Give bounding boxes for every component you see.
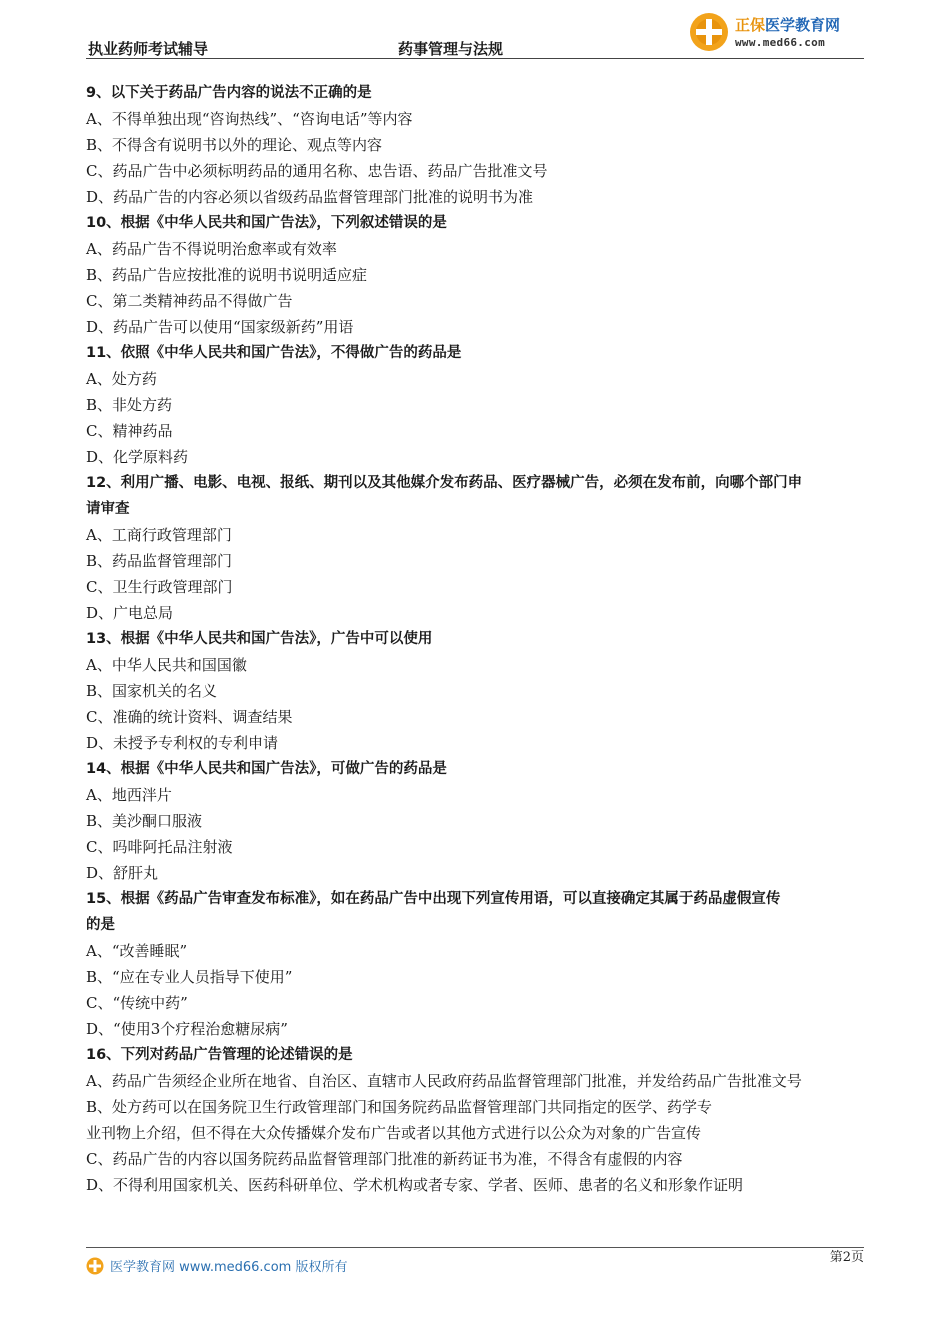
question-text: 16、下列对药品广告管理的论述错误的是 [86, 1047, 353, 1063]
answer-option: B、处方药可以在国务院卫生行政管理部门和国务院药品监督管理部门共同指定的医学、药学专 [86, 1098, 713, 1116]
answer-option: B、药品监督管理部门 [86, 552, 233, 570]
question-text: 请审查 [86, 501, 130, 517]
footer-divider [86, 1247, 864, 1248]
footer-logo-icon [86, 1257, 104, 1275]
question-text: 13、根据《中华人民共和国广告法》，广告中可以使用 [86, 631, 433, 647]
answer-option: C、准确的统计资料、调查结果 [86, 708, 293, 726]
answer-option: D、化学原料药 [86, 448, 189, 466]
answer-option: C、吗啡阿托品注射液 [86, 838, 233, 856]
answer-option: B、美沙酮口服液 [86, 812, 203, 830]
question-text: 15、根据《药品广告审查发布标准》，如在药品广告中出现下列宣传用语，可以直接确定其属于药品虚假宣传 [86, 891, 781, 907]
answer-option: D、“使用3个疗程治愈糖尿病” [86, 1020, 288, 1038]
question-list [86, 80, 886, 1198]
answer-option: D、广电总局 [86, 604, 174, 622]
answer-option: A、地西泮片 [86, 786, 172, 804]
header-course-title: 执业药师考试辅导 [88, 40, 209, 58]
answer-option: C、“传统中药” [86, 994, 188, 1012]
question-text: 12、利用广播、电影、电视、报纸、期刊以及其他媒介发布药品、医疗器械广告，必须在发布前，向哪个部门申 [86, 475, 803, 491]
answer-option: A、“改善睡眠” [86, 942, 188, 960]
question-text: 11、依照《中华人民共和国广告法》，不得做广告的药品是 [86, 345, 462, 361]
answer-option: B、国家机关的名义 [86, 682, 218, 700]
answer-option: B、药品广告应按批准的说明书说明适应症 [86, 266, 368, 284]
logo-url: www.med66.com [735, 36, 825, 49]
answer-option: D、舒肝丸 [86, 864, 159, 882]
answer-option: A、处方药 [86, 370, 157, 388]
answer-option: A、工商行政管理部门 [86, 526, 232, 544]
logo-brand-name [735, 14, 840, 35]
answer-option: C、药品广告的内容以国务院药品监督管理部门批准的新药证书为准，不得含有虚假的内容 [86, 1150, 683, 1168]
page-footer [86, 1250, 864, 1278]
answer-option: D、药品广告的内容必须以省级药品监督管理部门批准的说明书为准 [86, 188, 534, 206]
answer-option: A、不得单独出现“咨询热线”、“咨询电话”等内容 [86, 110, 413, 128]
answer-option: B、“应在专业人员指导下使用” [86, 968, 293, 986]
answer-option: A、中华人民共和国国徽 [86, 656, 247, 674]
question-text: 的是 [86, 917, 115, 933]
question-text: 14、根据《中华人民共和国广告法》，可做广告的药品是 [86, 761, 447, 777]
answer-option: A、药品广告须经企业所在地省、自治区、直辖市人民政府药品监督管理部门批准，并发给药品广告批准文号 [86, 1072, 802, 1090]
answer-option: C、卫生行政管理部门 [86, 578, 233, 596]
answer-option: C、精神药品 [86, 422, 173, 440]
brand-logo[interactable] [689, 8, 869, 54]
answer-option: B、不得含有说明书以外的理论、观点等内容 [86, 136, 383, 154]
question-text: 9、以下关于药品广告内容的说法不正确的是 [86, 85, 372, 101]
answer-option: D、未授予专利权的专利申请 [86, 734, 279, 752]
logo-brand-med: 医学教育网 [765, 16, 841, 34]
answer-option: C、第二类精神药品不得做广告 [86, 292, 293, 310]
answer-option: B、非处方药 [86, 396, 173, 414]
question-text: 10、根据《中华人民共和国广告法》，下列叙述错误的是 [86, 215, 447, 231]
page-number: 第2页 [829, 1250, 864, 1265]
answer-option: C、药品广告中必须标明药品的通用名称、忠告语、药品广告批准文号 [86, 162, 548, 180]
header-subject-title: 药事管理与法规 [398, 40, 504, 58]
footer-copyright: 医学教育网 www.med66.com 版权所有 [110, 1260, 348, 1275]
header-divider [86, 58, 864, 59]
answer-option: 业刊物上介绍，但不得在大众传播媒介发布广告或者以其他方式进行以公众为对象的广告宣传 [86, 1124, 702, 1142]
answer-option: D、不得利用国家机关、医药科研单位、学术机构或者专家、学者、医师、患者的名义和形象作证明 [86, 1176, 744, 1194]
logo-brand-zhengbao: 正保 [735, 16, 766, 34]
answer-option: A、药品广告不得说明治愈率或有效率 [86, 240, 337, 258]
page-header [86, 0, 864, 60]
logo-cross-icon [689, 12, 729, 52]
answer-option: D、药品广告可以使用“国家级新药”用语 [86, 318, 354, 336]
